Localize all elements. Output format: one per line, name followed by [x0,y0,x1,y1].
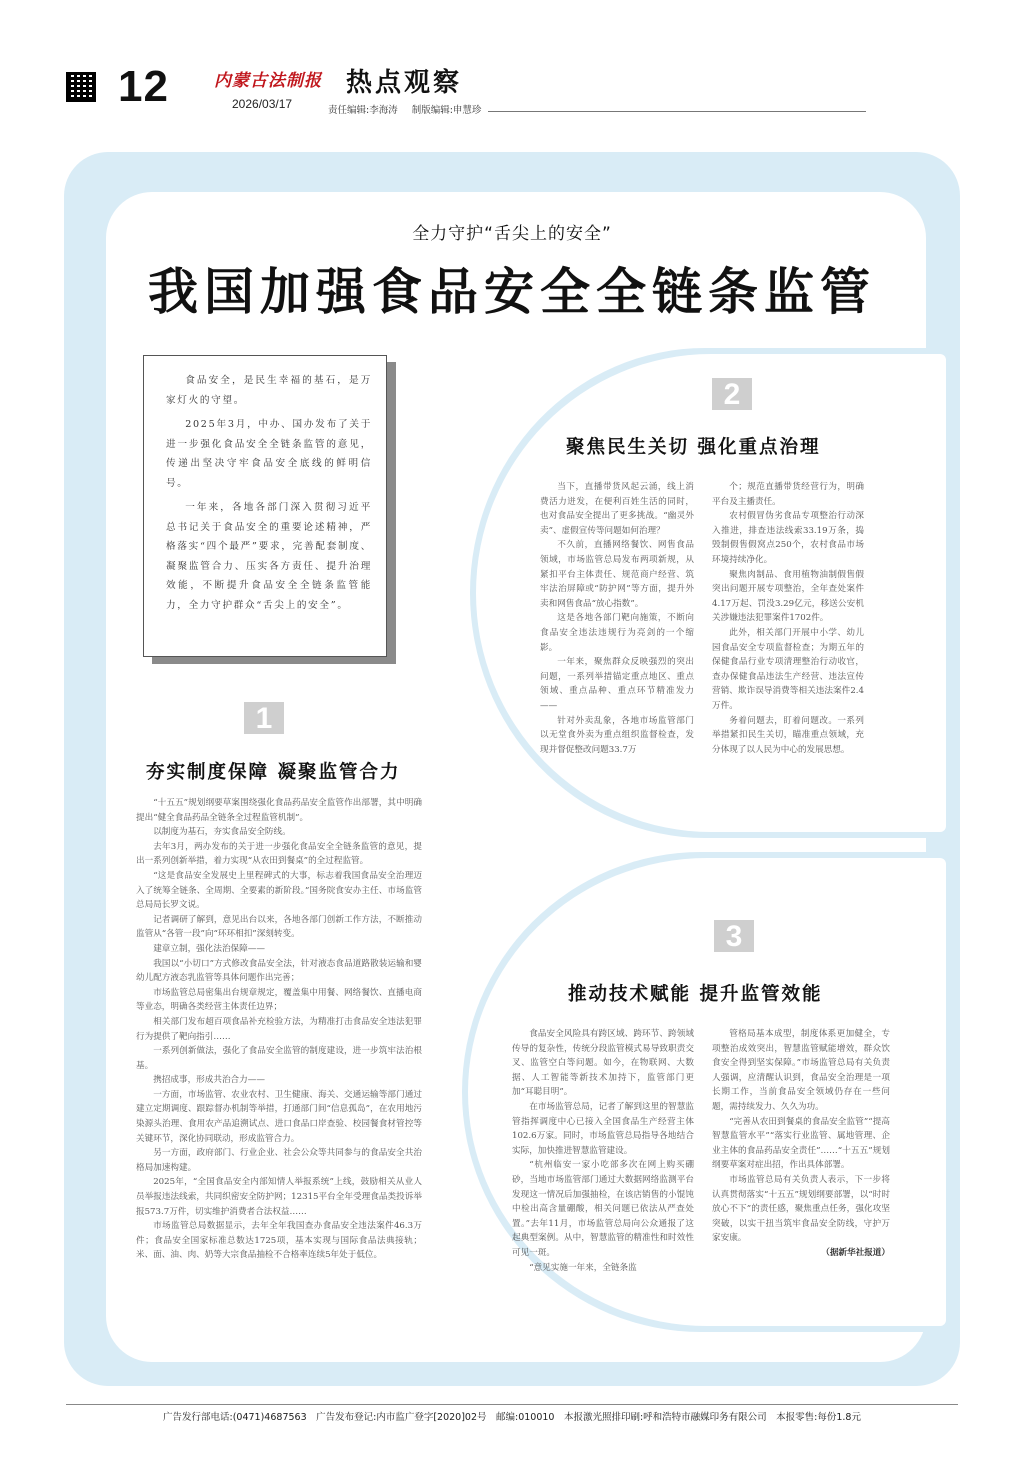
section-1-title: 夯实制度保障 凝聚监管合力 [146,762,401,783]
editor-credits [328,102,495,116]
page-number: 12 [118,62,169,111]
body-paragraph: “这是食品安全发展史上里程碑式的大事，标志着我国食品安全治理迈入了统筹全链条、全周期、全要素的新阶段。”国务院食安办主任、市场监管总局局长罗文说。 [136,870,422,911]
body-paragraph: 记者调研了解到，意见出台以来，各地各部门创新工作方法，不断推动监管从“各管一段”向“环环相扣”深刻转变。 [136,914,422,940]
body-paragraph: 相关部门发布超百项食品补充检验方法，为精准打击食品安全违法犯罪行为提供了靶向指引…… [136,1016,422,1042]
intro-paragraph: 一年来，各地各部门深入贯彻习近平总书记关于食品安全的重要论述精神，严格落实“四个最严”要求，完善配套制度、凝聚监管合力、压实各方责任、提升治理效能，不断提升食品安全全链条监管能力，全力守护群众“舌尖上的安全”。 [166,502,372,611]
issue-date: 2026/03/17 [232,97,293,111]
body-paragraph: 市场监管总局密集出台规章规定，覆盖集中用餐、网络餐饮、直播电商等业态，明确各类经营主体责任边界； [136,987,422,1013]
body-paragraph: 一系列创新做法，强化了食品安全监管的制度建设，进一步筑牢法治根基。 [136,1046,422,1071]
body-paragraph: 2025年，“全国食品安全内部知情人举报系统”上线，鼓励相关从业人员举报违法线索，共同织密安全防护网；12315平台全年受理食品类投诉举报573.7万件，切实维护消费者合法权益…… [136,1177,422,1217]
body-paragraph: “十五五”规划纲要草案围绕强化食品药品安全监管作出部署，其中明确提出“健全食品药品全链条全过程监管机制”。 [136,798,422,823]
section-3-column-2 [712,1027,890,1261]
section-3-title: 推动技术赋能 提升监管效能 [568,984,823,1005]
qr-code-image [66,72,96,102]
footer-rule [66,1404,958,1405]
body-paragraph: 当下，直播带货风起云涌，线上消费活力迸发，在便利百姓生活的同时，也对食品安全提出了更多挑战。“幽灵外卖”、虚假宣传等问题如何治理？ [540,482,694,536]
body-paragraph: 在市场监管总局，记者了解到这里的智慧监管指挥调度中心已接入全国食品生产经营主体102.6万家。同时，市场监管总局指导各地结合实际，加快推进智慧监管建设。 [512,1101,694,1156]
body-paragraph: 一年来，聚焦群众反映强烈的突出问题，一系列举措锚定重点地区、重点领域、重点品种、重点环节精准发力—— [540,657,694,711]
body-paragraph: 另一方面，政府部门、行业企业、社会公众等共同参与的食品安全共治格局加速构建。 [136,1148,422,1173]
intro-paragraph: 2025年3月，中办、国办发布了关于进一步强化食品安全全链条监管的意见，传递出坚决守牢食品安全底线的鲜明信号。 [166,419,372,489]
body-paragraph: 这是各地各部门靶向施策，不断向食品安全违法违规行为亮剑的一个缩影。 [540,613,694,653]
body-paragraph: 去年3月，两办发布的关于进一步强化食品安全全链条监管的意见，提出一系列创新举措，着力实现“从农田到餐桌”的全过程监管。 [136,841,422,867]
section-2-column-2 [712,480,864,757]
section-3-column-1 [512,1027,694,1275]
body-paragraph: 携招成事，形成共治合力—— [153,1075,265,1086]
source-credit: （据新华社报道） [821,1247,890,1258]
section-2-column-1 [540,480,694,757]
body-paragraph: 不久前，直播网络餐饮、网售食品领域，市场监管总局发布两项新规，从紧扣平台主体责任、规范商户经营、筑牢法治屏障或“防护网”等方面，提升外卖和网售食品“放心指数”。 [540,540,694,609]
responsible-editor: 责任编辑:李海涛 [328,105,398,116]
body-paragraph: 以制度为基石，夯实食品安全防线。 [153,827,291,838]
body-paragraph: “杭州临安一家小吃部多次在网上购买硼砂，当地市场监管部门通过大数据网络监测平台发现这一情况后加强抽检，在该店销售的小馄饨中检出高含量硼酸，相关问题已依法从严查处置。”去年11月，市场监管总局向公众通报了这起典型案例。从中，智慧监管的精准性和时效性可见一斑。 [512,1160,694,1258]
intro-paragraph: 食品安全，是民生幸福的基石，是万家灯火的守望。 [166,375,372,406]
body-paragraph: 此外，相关部门开展中小学、幼儿园食品安全专项监督检查；为期五年的保健食品行业专项清理整治行动收官，查办保健食品违法生产经营、违法宣传营销、欺诈误导消费等相关违法案件2.4万件。 [712,627,864,711]
body-paragraph: 一方面，市场监管、农业农村、卫生健康、海关、交通运输等部门通过建立定期调度、跟踪督办机制等举措，打通部门间“信息孤岛”，在农用地污染源头治理、食用农产品追溯试点、进口食品口岸查验、校园餐食材管控等关键环节，深化协同联动，形成监管合力。 [136,1089,422,1144]
section-2-title: 聚焦民生关切 强化重点治理 [566,437,821,458]
body-paragraph: 我国以“小切口”方式修改食品安全法，针对液态食品道路散装运输和婴幼儿配方液态乳监管等具体问题作出完善； [136,958,422,984]
section-1-body [136,796,422,1263]
section-3-number: 3 [714,920,754,952]
body-paragraph: 针对外卖乱象，各地市场监管部门以无堂食外卖为重点组织监督检查，发现并督促整改问题33.7万 [540,715,694,755]
section-2-number: 2 [712,378,752,410]
newspaper-logo: 内蒙古法制报 [214,71,322,91]
body-paragraph: 市场监管总局有关负责人表示，下一步将认真贯彻落实“十五五”规划纲要部署，以“时时放心不下”的责任感，聚焦重点任务，强化攻坚突破，以实干扭当筑牢食品安全防线，守护万家安康。 [712,1174,890,1244]
article-subhead: 全力守护“舌尖上的安全” [412,224,612,244]
body-paragraph: 务着问题去，盯着问题改。一系列举措紧扣民生关切，瞄准重点领域，充分体现了以人民为中心的发展思想。 [712,715,864,755]
body-paragraph: 农村假冒伪劣食品专项整治行动深入推进，排查违法线索33.19万条，捣毁制假售假窝点250个，农村食品市场环境持续净化。 [712,511,864,565]
footer-info: 广告发行部电话:(0471)4687563 广告发布登记:内市监广登字[2020]02号 邮编:010010 本报激光照排印刷:呼和浩特市融媒印务有限公司 本报零售:每份1.8元 [163,1412,861,1423]
article-headline: 我国加强食品安全全链条监管 [148,262,876,321]
body-paragraph: 市场监管总局数据显示，去年全年我国查办食品安全违法案件46.3万件；食品安全国家标准总数达1725项，基本实现与国际食品法典接轨；米、面、油、肉、奶等大宗食品抽检不合格率连续5年处于低位。 [136,1221,422,1261]
body-paragraph: 食品安全风险具有跨区域、跨环节、跨领域传导的复杂性，传统分段监管模式易导致职责交叉、监管空白等问题。如今，在物联网、大数据、人工智能等新技术加持下，监管部门更加“耳聪目明”。 [512,1029,694,1098]
body-paragraph: “意见实施一年来，全链条监 [529,1262,637,1273]
body-paragraph: 建章立制，强化法治保障—— [153,943,265,954]
intro-box [143,355,387,657]
body-paragraph: 聚焦肉制品、食用植物油制假售假突出问题开展专项整治，全年查处案件4.17万起、罚没3.29亿元，移送公安机关涉嫌违法犯罪案件1702件。 [712,569,864,624]
body-paragraph: 个；规范直播带货经营行为，明确平台及主播责任。 [712,482,864,507]
body-paragraph: 管格局基本成型，制度体系更加健全，专项整治成效突出，智慧监管赋能增效，群众饮食安全得到坚实保障。”市场监管总局有关负责人强调，应清醒认识到，食品安全治理是一项长期工作，当前食品安全领域仍存在一些问题，需持续发力、久久为功。 [712,1029,890,1112]
body-paragraph: “完善从农田到餐桌的食品安全监管”“提高智慧监管水平”“落实行业监管、属地管理、企业主体的食品药品安全责任”……“十五五”规划纲要草案对症出招，作出具体部署。 [712,1116,890,1171]
section-title: 热点观察 [346,68,463,98]
section-1-number: 1 [244,702,284,734]
header-rule [488,111,866,112]
layout-editor: 制版编辑:申慧珍 [411,105,482,116]
